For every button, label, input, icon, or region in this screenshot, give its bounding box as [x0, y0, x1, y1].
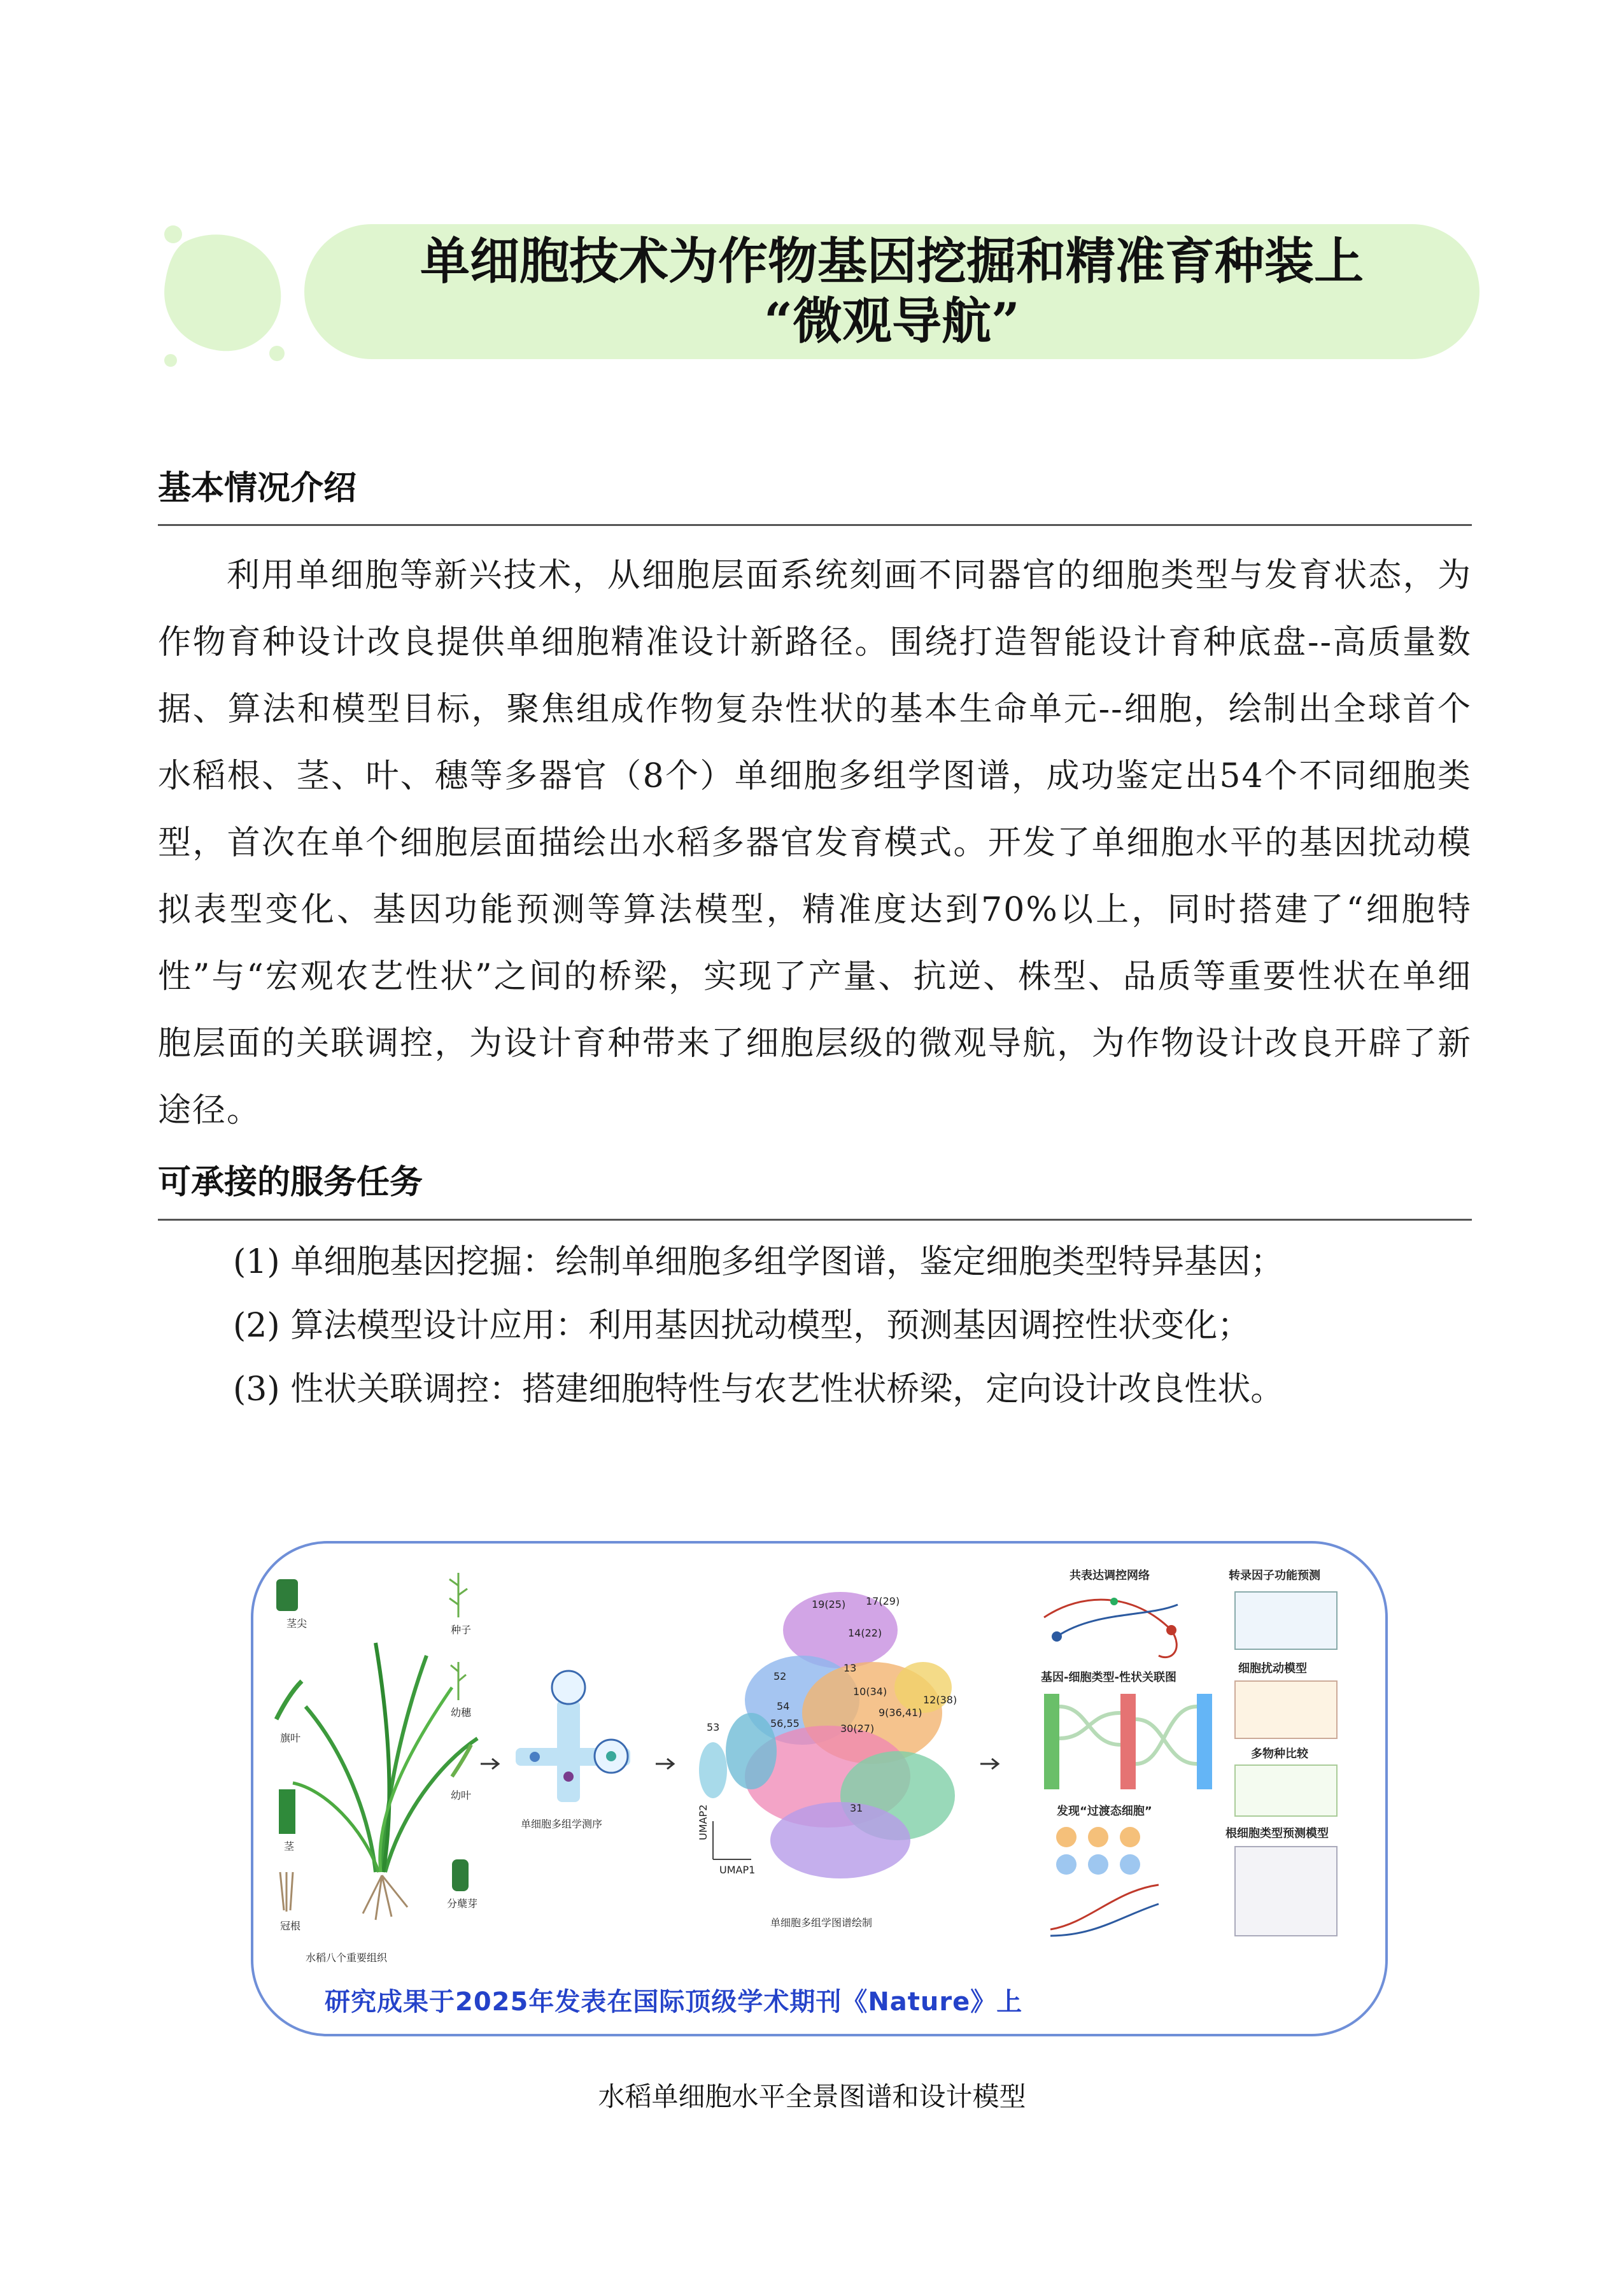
tf-prediction-title: 转录因子功能预测 [1229, 1569, 1320, 1582]
cluster-label: 17(29) [866, 1595, 900, 1607]
transition-title: 发现“过渡态细胞” [1057, 1805, 1152, 1818]
publication-banner: 研究成果于2025年发表在国际顶级学术期刊《Nature》上 [325, 1987, 1023, 2017]
umap-atlas-plot [699, 1592, 955, 1878]
title-line-1: 单细胞技术为作物基因挖掘和精准育种装上 [420, 232, 1364, 290]
umap-y-axis-label: UMAP2 [697, 1804, 709, 1840]
cluster-label: 19(25) [812, 1598, 846, 1610]
cluster-label: 13 [844, 1662, 857, 1674]
arrow-right-icon [481, 1759, 498, 1769]
cluster-label: 53 [707, 1721, 720, 1733]
organ-label: 幼穗 [451, 1707, 472, 1719]
root-model-title: 根细胞类型预测模型 [1225, 1827, 1329, 1840]
rice-plant-icon [293, 1643, 477, 1920]
tiller-bud-icon [452, 1859, 469, 1891]
arrow-right-icon [656, 1759, 674, 1769]
organ-label: 分蘖芽 [447, 1898, 478, 1910]
section-heading-intro: 基本情况介绍 [158, 469, 357, 508]
cluster-label: 14(22) [848, 1627, 882, 1639]
organ-label: 旗叶 [280, 1732, 301, 1744]
gene-celltype-title: 基因-细胞类型-性状关联图 [1041, 1671, 1176, 1684]
cluster-label: 10(34) [853, 1686, 887, 1698]
seed-icon [449, 1573, 467, 1617]
atlas-caption: 单细胞多组学图谱绘制 [770, 1917, 873, 1929]
cluster-label: 9(36,41) [879, 1707, 922, 1719]
task-item-1: (1) 单细胞基因挖掘：绘制单细胞多组学图谱，鉴定细胞类型特异基因； [233, 1243, 1284, 1281]
organ-label: 茎尖 [286, 1617, 307, 1629]
cluster-label: 52 [773, 1670, 787, 1682]
task-item-2: (2) 算法模型设计应用：利用基因扰动模型，预测基因调控性状变化； [233, 1307, 1251, 1345]
plant-caption: 水稻八个重要组织 [306, 1952, 388, 1964]
sequencing-label: 单细胞多组学测序 [521, 1818, 603, 1830]
stem-icon [279, 1789, 295, 1834]
network-diagram-icon [1044, 1598, 1178, 1658]
intro-paragraph: 利用单细胞等新兴技术，从细胞层面系统刻画不同器官的细胞类型与发育状态，为作物育种设计改良提供单细胞精准设计新路径。围绕打造智能设计育种底盘--高质量数据、算法和模型目标，聚焦组成作物复杂性状的基本生命单元--细胞，绘制出全球首个水稻根、茎、叶、穗等多器官（8个）单细胞多组学图谱，成功鉴定出54个不同细胞类型，首次在单个细胞层面描绘出水稻多器官发育模式。开发了单细胞水平的基因扰动模拟表型变化、基因功能预测等算法模型，精准度达到70%以上，同时搭建了“细胞特性”与“宏观农艺性状”之间的桥梁，实现了产量、抗逆、株型、品质等重要性状在单细胞层面的关联调控，为设计育种带来了细胞层级的微观导航，为作物设计改良开辟了新途径。 [158, 557, 1472, 1130]
decorative-leaf-icon [146, 217, 299, 369]
cluster-label: 12(38) [923, 1694, 957, 1706]
section-divider [158, 1219, 1472, 1221]
crown-root-icon [280, 1872, 293, 1912]
cluster-label: 54 [777, 1700, 790, 1712]
sankey-diagram-icon [1044, 1694, 1212, 1789]
section-heading-tasks: 可承接的服务任务 [158, 1163, 423, 1202]
figure-caption: 水稻单细胞水平全景图谱和设计模型 [598, 2081, 1026, 2112]
sequencing-chip-icon [516, 1671, 630, 1802]
section-divider [158, 524, 1472, 526]
shoot-apex-icon [276, 1579, 298, 1611]
tf-prediction-panel [1235, 1592, 1337, 1649]
cluster-label: 56,55 [770, 1717, 800, 1729]
perturbation-panel [1235, 1681, 1337, 1738]
multispecies-panel [1235, 1765, 1337, 1816]
page-title [304, 224, 1479, 359]
transition-cells-icon [1050, 1827, 1159, 1936]
title-line-2: “微观导航” [764, 292, 1020, 350]
task-item-3: (3) 性状关联调控：搭建细胞特性与农艺性状桥梁，定向设计改良性状。 [233, 1370, 1284, 1409]
arrow-right-icon [980, 1759, 998, 1769]
organ-label: 幼叶 [451, 1789, 472, 1801]
cluster-label: 30(27) [840, 1722, 875, 1735]
cluster-label: 31 [850, 1802, 863, 1814]
flag-leaf-icon [276, 1681, 302, 1719]
perturbation-title: 细胞扰动模型 [1238, 1662, 1307, 1675]
organ-label: 茎 [284, 1840, 295, 1852]
umap-x-axis-label: UMAP1 [719, 1864, 756, 1876]
multispecies-title: 多物种比较 [1251, 1747, 1308, 1761]
figure-illustration [267, 1560, 1369, 1974]
young-panicle-icon [451, 1662, 466, 1700]
organ-label: 冠根 [280, 1920, 301, 1932]
organ-label: 种子 [451, 1624, 472, 1636]
root-model-panel [1235, 1847, 1337, 1936]
coexpression-title: 共表达调控网络 [1070, 1569, 1150, 1582]
